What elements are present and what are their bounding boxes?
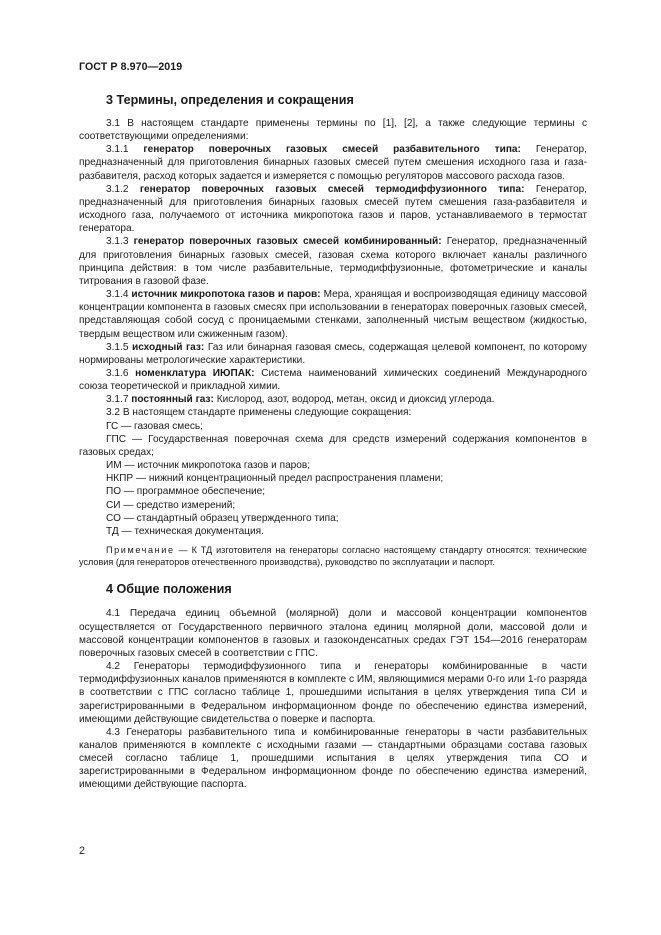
- term-number: 3.1.5: [106, 341, 132, 353]
- term-number: 3.1.1: [106, 144, 144, 156]
- paragraph-4-3: 4.3 Генераторы разбавительного типа и комбинированные генераторы в части разбавительных каналов применяются в комплекте с исходными газами — стандартными образцами состава газовых смесей согласно таблице 1, прошедшими испытания в целях утверждения типа СО и зарегистрированными в Федеральном информационном фонде по обеспечению единства измерений, имеющими действующие паспорта.: [79, 726, 587, 791]
- term-3-1-2: [79, 183, 587, 236]
- term-number: 3.1.3: [106, 236, 134, 248]
- paragraph-4-2: 4.2 Генераторы термодиффузионного типа и генераторы комбинированные в части термодиффузионных каналов применяются в комплекте с ИМ, являющимися мерами 0-го или 1-го разряда в соответствии с ГПС согласно таблице 1, прошедшими испытания в целях утверждения типа СИ и зарегистрированными в Федеральном информационном фонде по обеспечению единства измерений, имеющими действующие свидетельства о поверке и паспорта.: [79, 661, 587, 725]
- term-number: 3.1.6: [106, 367, 136, 379]
- term-number: 3.1.7: [106, 394, 132, 406]
- abbreviation-item: ИМ — источник микропотока газов и паров;: [106, 460, 311, 472]
- abbreviation-item: СИ — средство измерений;: [106, 499, 236, 511]
- term-definition: Генератор, предназначенный для приготовления бинарных газовых смесей, газовая схема которого включает каналы различного принципа действия: в том числе разбавительные, термодиффузионные, фотометрические и каналы титрования в газовой фазе.: [79, 236, 587, 287]
- note-text: — К ТД изготовителя на генераторы согласно настоящему стандарту относятся: технические условия (для генераторов отечественного производства), руководство по эксплуатации и паспорт.: [79, 545, 587, 568]
- term-definition: Генератор, предназначенный для приготовления бинарных газовых смесей путем смешения газа-разбавителя и исходного газа, получаемого от источника микропотока газов и паров, устанавливаемого в термостат генератора.: [79, 183, 587, 235]
- term-definition: Газ или бинарная газовая смесь, содержащая целевой компонент, по которому нормированы метрологические характеристики.: [79, 341, 587, 366]
- term-definition: Мера, хранящая и воспроизводящая единицу массовой концентрации компонента в газовых смесях при использовании в генераторах поверочных газовых смесей, представляющая собой сосуд с проницаемыми стенками, заполненный чистым веществом (жидкостью, твердым веществом или сжиженным газом).: [79, 289, 587, 340]
- paragraph-4-1: 4.1 Передача единиц объемной (молярной) доли и массовой концентрации компонентов осуществляется от Государственного первичного эталона единиц молярной доли, массовой доли и массовой концентрации компонентов в газовых и газоконденсатных средах ГЭТ 154—2016 генераторам поверочных газовых смесей в соответствии с ГПС.: [79, 608, 587, 659]
- abbreviation-item: ГС — газовая смесь;: [106, 420, 203, 432]
- term-name: генератор поверочных газовых смесей комбинированный:: [133, 236, 442, 248]
- term-name: номенклатура ИЮПАК:: [135, 367, 255, 379]
- abbreviation-item: ПО — программное обеспечение;: [106, 486, 266, 498]
- term-definition: Кислород, азот, водород, метан, оксид и диоксид углерода.: [213, 394, 495, 406]
- note-label: Примечание: [106, 545, 175, 555]
- term-3-1-3: [79, 235, 587, 288]
- term-3-1-7: [79, 393, 587, 406]
- abbreviation-item: СО — стандартный образец утвержденного типа;: [106, 512, 339, 524]
- term-3-1-4: [79, 288, 587, 341]
- term-name: источник микропотока газов и паров:: [131, 289, 321, 301]
- section-4-title: 4 Общие положения: [106, 582, 232, 597]
- term-3-1-1: [79, 143, 587, 182]
- page-content: [79, 92, 587, 792]
- term-definition: Генератор, предназначенный для приготовления бинарных газовых смесей путем смешения исходного газа и газа-разбавителя, расход которых задается и измеряется с помощью регуляторов массового расхода газов.: [79, 144, 587, 182]
- page-number: 2: [79, 845, 85, 857]
- term-name: постоянный газ:: [131, 394, 214, 406]
- term-name: генератор поверочных газовых смесей термодиффузионного типа:: [139, 183, 525, 195]
- term-3-1-5: [79, 341, 587, 367]
- abbreviation-item: НКПР — нижний концентрационный предел распространения пламени;: [106, 473, 444, 485]
- standard-header: ГОСТ Р 8.970—2019: [79, 61, 183, 73]
- abbreviation-item: ТД — техническая документация.: [106, 525, 264, 537]
- section-3-title: 3 Термины, определения и сокращения: [106, 93, 354, 107]
- term-number: 3.1.2: [106, 183, 140, 195]
- abbreviation-item: ГПС — Государственная поверочная схема для средств измерений содержания компонентов в газовых средах;: [79, 433, 587, 458]
- term-number: 3.1.4: [106, 289, 132, 301]
- term-name: генератор поверочных газовых смесей разбавительного типа:: [143, 144, 521, 156]
- term-definition: Система наименований химических соединений Международного союза теоретической и прикладной химии.: [79, 367, 587, 393]
- note: [79, 544, 587, 568]
- term-name: исходный газ:: [132, 341, 205, 353]
- term-3-1-6: [79, 367, 587, 393]
- paragraph-3-2: 3.2 В настоящем стандарте применены следующие сокращения:: [106, 407, 412, 419]
- paragraph-3-1: 3.1 В настоящем стандарте применены термины по [1], [2], а также следующие термины с соответствующими определениями:: [79, 118, 587, 143]
